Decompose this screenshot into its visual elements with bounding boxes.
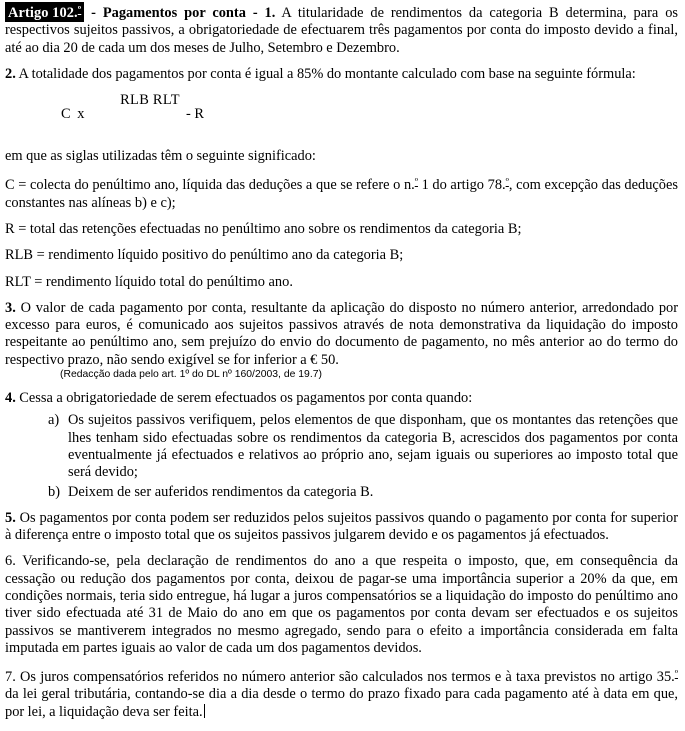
paragraph-7-text-1: Os juros compensatórios referidos no número anterior são calculados nos termos e à taxa previstos no artigo 35.: [15, 669, 675, 686]
formula-trailing-term: - R: [186, 106, 204, 123]
paragraph-7: [5, 666, 678, 721]
list-item: [5, 412, 678, 481]
paragraph-7-text-2: da lei geral tributária, contando-se dia a dia desde o termo do prazo fixado para cada pagamento até à data em que, por lei, a liquidação deva ser feita.: [5, 686, 678, 720]
legal-citation-note: (Redacção dada pelo art. 1º do DL nº 160/2003, de 19.7): [60, 369, 322, 381]
article-title-text: Artigo 102.: [8, 4, 78, 21]
definition-rlt-text: = rendimento líquido total do penúltimo ano.: [30, 273, 293, 290]
formula-left-operand: C x: [61, 106, 86, 123]
paragraph-5-number: 5.: [5, 509, 16, 526]
paragraph-4-text: Cessa a obrigatoriedade de serem efectuados os pagamentos por conta quando:: [15, 390, 473, 407]
paragraph-2-text: A totalidade dos pagamentos por conta é igual a 85% do montante calculado com base na seguinte fórmula:: [15, 65, 636, 82]
definition-rlb: [5, 247, 678, 264]
paragraph-7-number: 7.: [5, 669, 16, 686]
article-title-ordinal-icon: º: [77, 5, 82, 16]
definition-c-ordinal-1-icon: º: [414, 177, 418, 189]
paragraph-4-number: 4.: [5, 390, 16, 407]
paragraph-6-number: 6.: [5, 553, 16, 570]
article-title-badge: [5, 2, 84, 22]
paragraph-6: [5, 553, 678, 657]
list-item-text-a: Os sujeitos passivos verifiquem, pelos elementos de que disponham, que os montantes das retenções que lhes tenham sido efectuadas sobre os rendimentos da categoria B, acrescidos dos pagamentos por conta eventualmente já efectuados e relativos ao próprio ano, sejam iguais ou superiores ao imposto total que será devido;: [68, 412, 678, 481]
definition-r-symbol: R: [5, 220, 15, 237]
list-item-marker-b: b): [48, 483, 60, 500]
paragraph-1-number: 1.: [264, 4, 276, 21]
paragraph-2: [5, 66, 678, 83]
definition-c-text-1: = colecta do penúltimo ano, líquida das deduções a que se refere o n.: [14, 177, 415, 194]
definition-c-symbol: C: [5, 177, 15, 194]
definition-c-text-2: 1 do artigo 78.: [417, 177, 506, 194]
article-heading-paragraph: [5, 2, 678, 57]
paragraph-5: [5, 510, 678, 545]
definition-rlb-symbol: RLB: [5, 247, 33, 264]
sub-items-list: [5, 412, 678, 500]
definition-rlb-text: = rendimento líquido positivo do penúltimo ano da categoria B;: [33, 247, 404, 264]
formula-fraction: [117, 92, 183, 109]
paragraph-6-text: Verificando-se, pela declaração de rendimentos do ano a que respeita o imposto, que, em consequência da cessação ou redução dos pagamentos por conta, deixou de pagar-se uma importância superior a 20% da que, em condições normais, teria sido entregue, há lugar a juros compensatórios se a liquidação do imposto do penúltimo ano tiver sido efectuada até 31 de Maio do ano em que os pagamentos por conta devam ser efectuados e os sujeitos passivos se mantiverem integrados no mesmo agregado, sendo para o efeito a importância considerada em falta imputada em partes iguais ao valor de cada um dos pagamentos devidos.: [5, 553, 678, 656]
paragraph-3: [5, 300, 678, 369]
paragraph-5-text: Os pagamentos por conta podem ser reduzidos pelos sujeitos passivos quando o pagamento por conta for superior à diferença entre o imposto total que os sujeitos passivos julgarem devido e os pagamentos já efectuados.: [5, 509, 678, 544]
definition-c-text-3: , com excepção das deduções constantes nas alíneas b) e c);: [5, 177, 678, 211]
definition-rlt: [5, 274, 678, 291]
paragraph-3-number: 3.: [5, 299, 16, 316]
paragraph-7-ordinal-icon: º: [674, 669, 678, 681]
article-subtitle: - Pagamentos por conta -: [84, 4, 265, 21]
definition-r: [5, 221, 678, 238]
text-cursor-caret: [204, 704, 205, 718]
definition-c-ordinal-2-icon: º: [505, 177, 509, 189]
list-item-text-b: Deixem de ser auferidos rendimentos da categoria B.: [68, 483, 374, 500]
paragraph-3-text: O valor de cada pagamento por conta, resultante da aplicação do disposto no número anterior, arredondado por excesso para euros, é comunicado aos sujeitos passivos através de nota demonstrativa da liquidação do imposto respeitante ao penúltimo ano, sem prejuízo do envio do documento de pagamento, no mês anterior ao do termo do respectivo prazo, não sendo exigível se for inferior a € 50.: [5, 299, 678, 368]
definition-r-text: = total das retenções efectuadas no penúltimo ano sobre os rendimentos da categoria B;: [14, 220, 522, 237]
definition-c: [5, 174, 678, 212]
list-item: [5, 484, 678, 501]
definition-rlt-symbol: RLT: [5, 273, 31, 290]
formula-intro: em que as siglas utilizadas têm o seguinte significado:: [5, 148, 316, 165]
formula-denominator: RLT: [152, 92, 180, 109]
formula-numerator: RLB: [120, 92, 150, 109]
paragraph-4: [5, 390, 678, 407]
payment-formula: [5, 92, 678, 138]
paragraph-1-text: A titularidade de rendimentos da categoria B determina, para os respectivos sujeitos passivos, a obrigatoriedade de efectuarem três pagamentos por conta do imposto devido a final, até ao dia 20 de cada um dos meses de Julho, Setembro e Dezembro.: [5, 4, 679, 56]
list-item-marker-a: a): [48, 412, 60, 429]
paragraph-2-number: 2.: [5, 65, 16, 82]
